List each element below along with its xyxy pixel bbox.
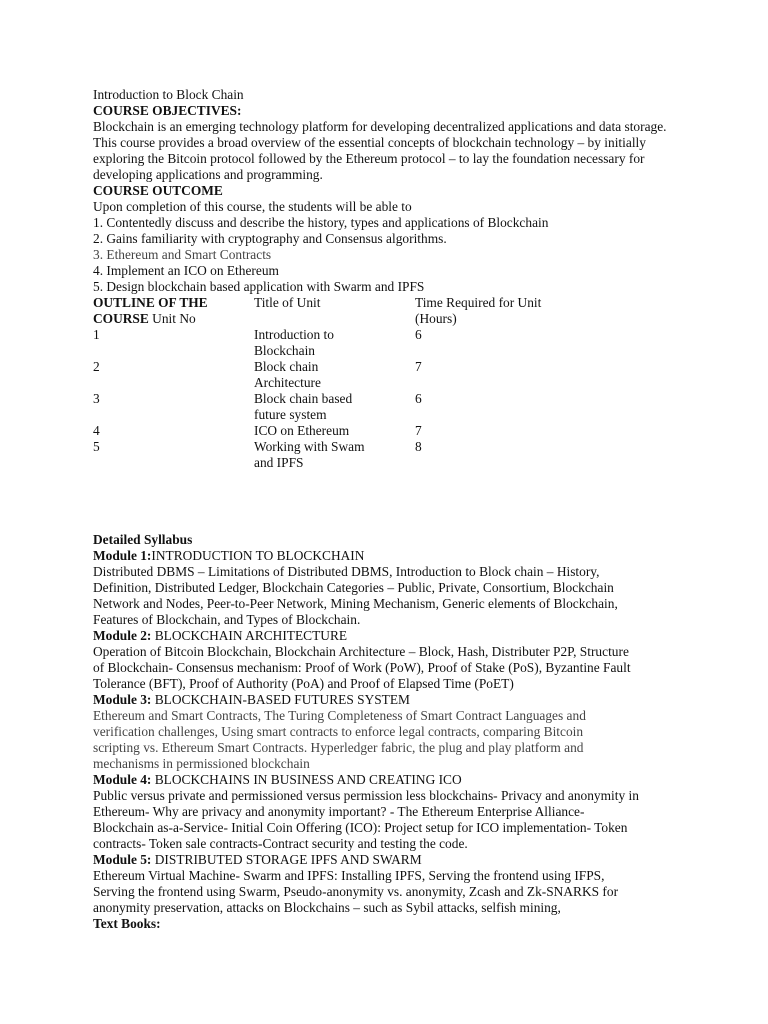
table-row [93,327,615,359]
module-label: Module 5: [93,852,152,867]
module-text-line: Serving the frontend using Swarm, Pseudo-anonymity vs. anonymity, Zcash and Zk-SNARKS for [93,884,619,899]
outcome-item: 5. Design blockchain based application with Swarm and IPFS [93,279,425,294]
module-text-line: scripting vs. Ethereum Smart Contracts. Hyperledger fabric, the plug and play platform and [93,740,584,755]
unit-number: 3 [93,391,100,406]
module-text-line: of Blockchain- Consensus mechanism: Proof of Work (PoW), Proof of Stake (PoS), Byzantine Fault [93,660,631,675]
outcome-item: 2. Gains familiarity with cryptography and Consensus algorithms. [93,231,447,246]
textbooks-heading: Text Books: [93,916,161,931]
unit-hours: 8 [415,439,422,454]
module-text-line: Tolerance (BFT), Proof of Authority (PoA) and Proof of Elapsed Time (PoET) [93,676,514,691]
module-name: BLOCKCHAINS IN BUSINESS AND CREATING ICO [151,772,462,787]
module-label: Module 3: [93,692,152,707]
module-text-line: Ethereum Virtual Machine- Swarm and IPFS: Installing IPFS, Serving the frontend using IFPS, [93,868,605,883]
outline-header-unit: OUTLINE OF THE COURSE Unit No [93,295,208,326]
unit-title: Working with Swam and IPFS [254,439,365,470]
unit-title: Block chain Architecture [254,359,321,390]
module-text-line: Public versus private and permissioned versus permission less blockchains- Privacy and anonymity in [93,788,639,803]
module-text-line: Blockchain as-a-Service- Initial Coin Offering (ICO): Project setup for ICO implementation- Token [93,820,628,835]
module-name: BLOCKCHAIN-BASED FUTURES SYSTEM [151,692,410,707]
module-text-line: Ethereum- Why are privacy and anonymity important? - The Ethereum Enterprise Alliance- [93,804,585,819]
outline-heading-course: COURSE [93,311,149,326]
syllabus-document [93,87,683,932]
table-row [93,359,615,391]
module-text-line: Ethereum and Smart Contracts, The Turing Completeness of Smart Contract Languages and [93,708,586,723]
outline-header-time: Time Required for Unit (Hours) [415,295,542,326]
outcome-item: 4. Implement an ICO on Ethereum [93,263,279,278]
outcome-item: 1. Contentedly discuss and describe the history, types and applications of Blockchain [93,215,549,230]
module-name: BLOCKCHAIN ARCHITECTURE [151,628,348,643]
module-1 [93,548,683,628]
module-2 [93,628,683,692]
outline-heading-unit-no: Unit No [148,311,196,326]
table-row [93,423,615,439]
module-text-line: Distributed DBMS – Limitations of Distributed DBMS, Introduction to Block chain – History, [93,564,600,579]
module-label: Module 4: [93,772,152,787]
table-row [93,439,615,471]
unit-hours: 6 [415,327,422,342]
module-text-line: contracts- Token sale contracts-Contract security and testing the code. [93,836,468,851]
outcome-item: 3. Ethereum and Smart Contracts [93,247,272,262]
module-text-line: Definition, Distributed Ledger, Blockchain Categories – Public, Private, Consortium, Blockchain [93,580,614,595]
unit-hours: 6 [415,391,422,406]
unit-title: Introduction to Blockchain [254,327,334,358]
unit-number: 5 [93,439,100,454]
outcome-heading: COURSE OUTCOME [93,183,223,198]
module-name: DISTRIBUTED STORAGE IPFS AND SWARM [151,852,422,867]
module-name: INTRODUCTION TO BLOCKCHAIN [151,548,365,563]
unit-number: 1 [93,327,100,342]
course-outline-table [93,295,615,471]
unit-title: ICO on Ethereum [254,423,350,438]
unit-number: 2 [93,359,100,374]
outcome-intro: Upon completion of this course, the students will be able to [93,199,412,214]
module-text-line: Features of Blockchain, and Types of Blockchain. [93,612,361,627]
module-text-line: anonymity preservation, attacks on Blockchains – such as Sybil attacks, selfish mining, [93,900,561,915]
course-title: Introduction to Block Chain [93,87,244,102]
spacer [93,471,683,532]
unit-hours: 7 [415,359,422,374]
module-text-line: Network and Nodes, Peer-to-Peer Network, Mining Mechanism, Generic elements of Blockchain, [93,596,618,611]
module-5 [93,852,683,916]
module-4 [93,772,683,852]
outline-header-title: Title of Unit [254,295,321,310]
unit-title: Block chain based future system [254,391,353,422]
table-row [93,391,615,423]
objectives-text: Blockchain is an emerging technology platform for developing decentralized applications and data storage. This course provides a broad overview of the essential concepts of blockchain technology – by initially exploring the Bitcoin protocol followed by the Ethereum protocol – to lay the foundation necessary for developing applications and programming. [93,119,667,182]
syllabus-heading: Detailed Syllabus [93,532,193,547]
module-label: Module 1: [93,548,152,563]
outline-header-row [93,295,615,327]
module-text-line: verification challenges, Using smart contracts to enforce legal contracts, comparing Bitcoin [93,724,584,739]
module-3 [93,692,683,772]
module-text-line: Operation of Bitcoin Blockchain, Blockchain Architecture – Block, Hash, Distributer P2P, Structure [93,644,629,659]
unit-number: 4 [93,423,100,438]
module-text-line: mechanisms in permissioned blockchain [93,756,310,771]
module-label: Module 2: [93,628,152,643]
unit-hours: 7 [415,423,422,438]
objectives-heading: COURSE OBJECTIVES: [93,103,242,118]
